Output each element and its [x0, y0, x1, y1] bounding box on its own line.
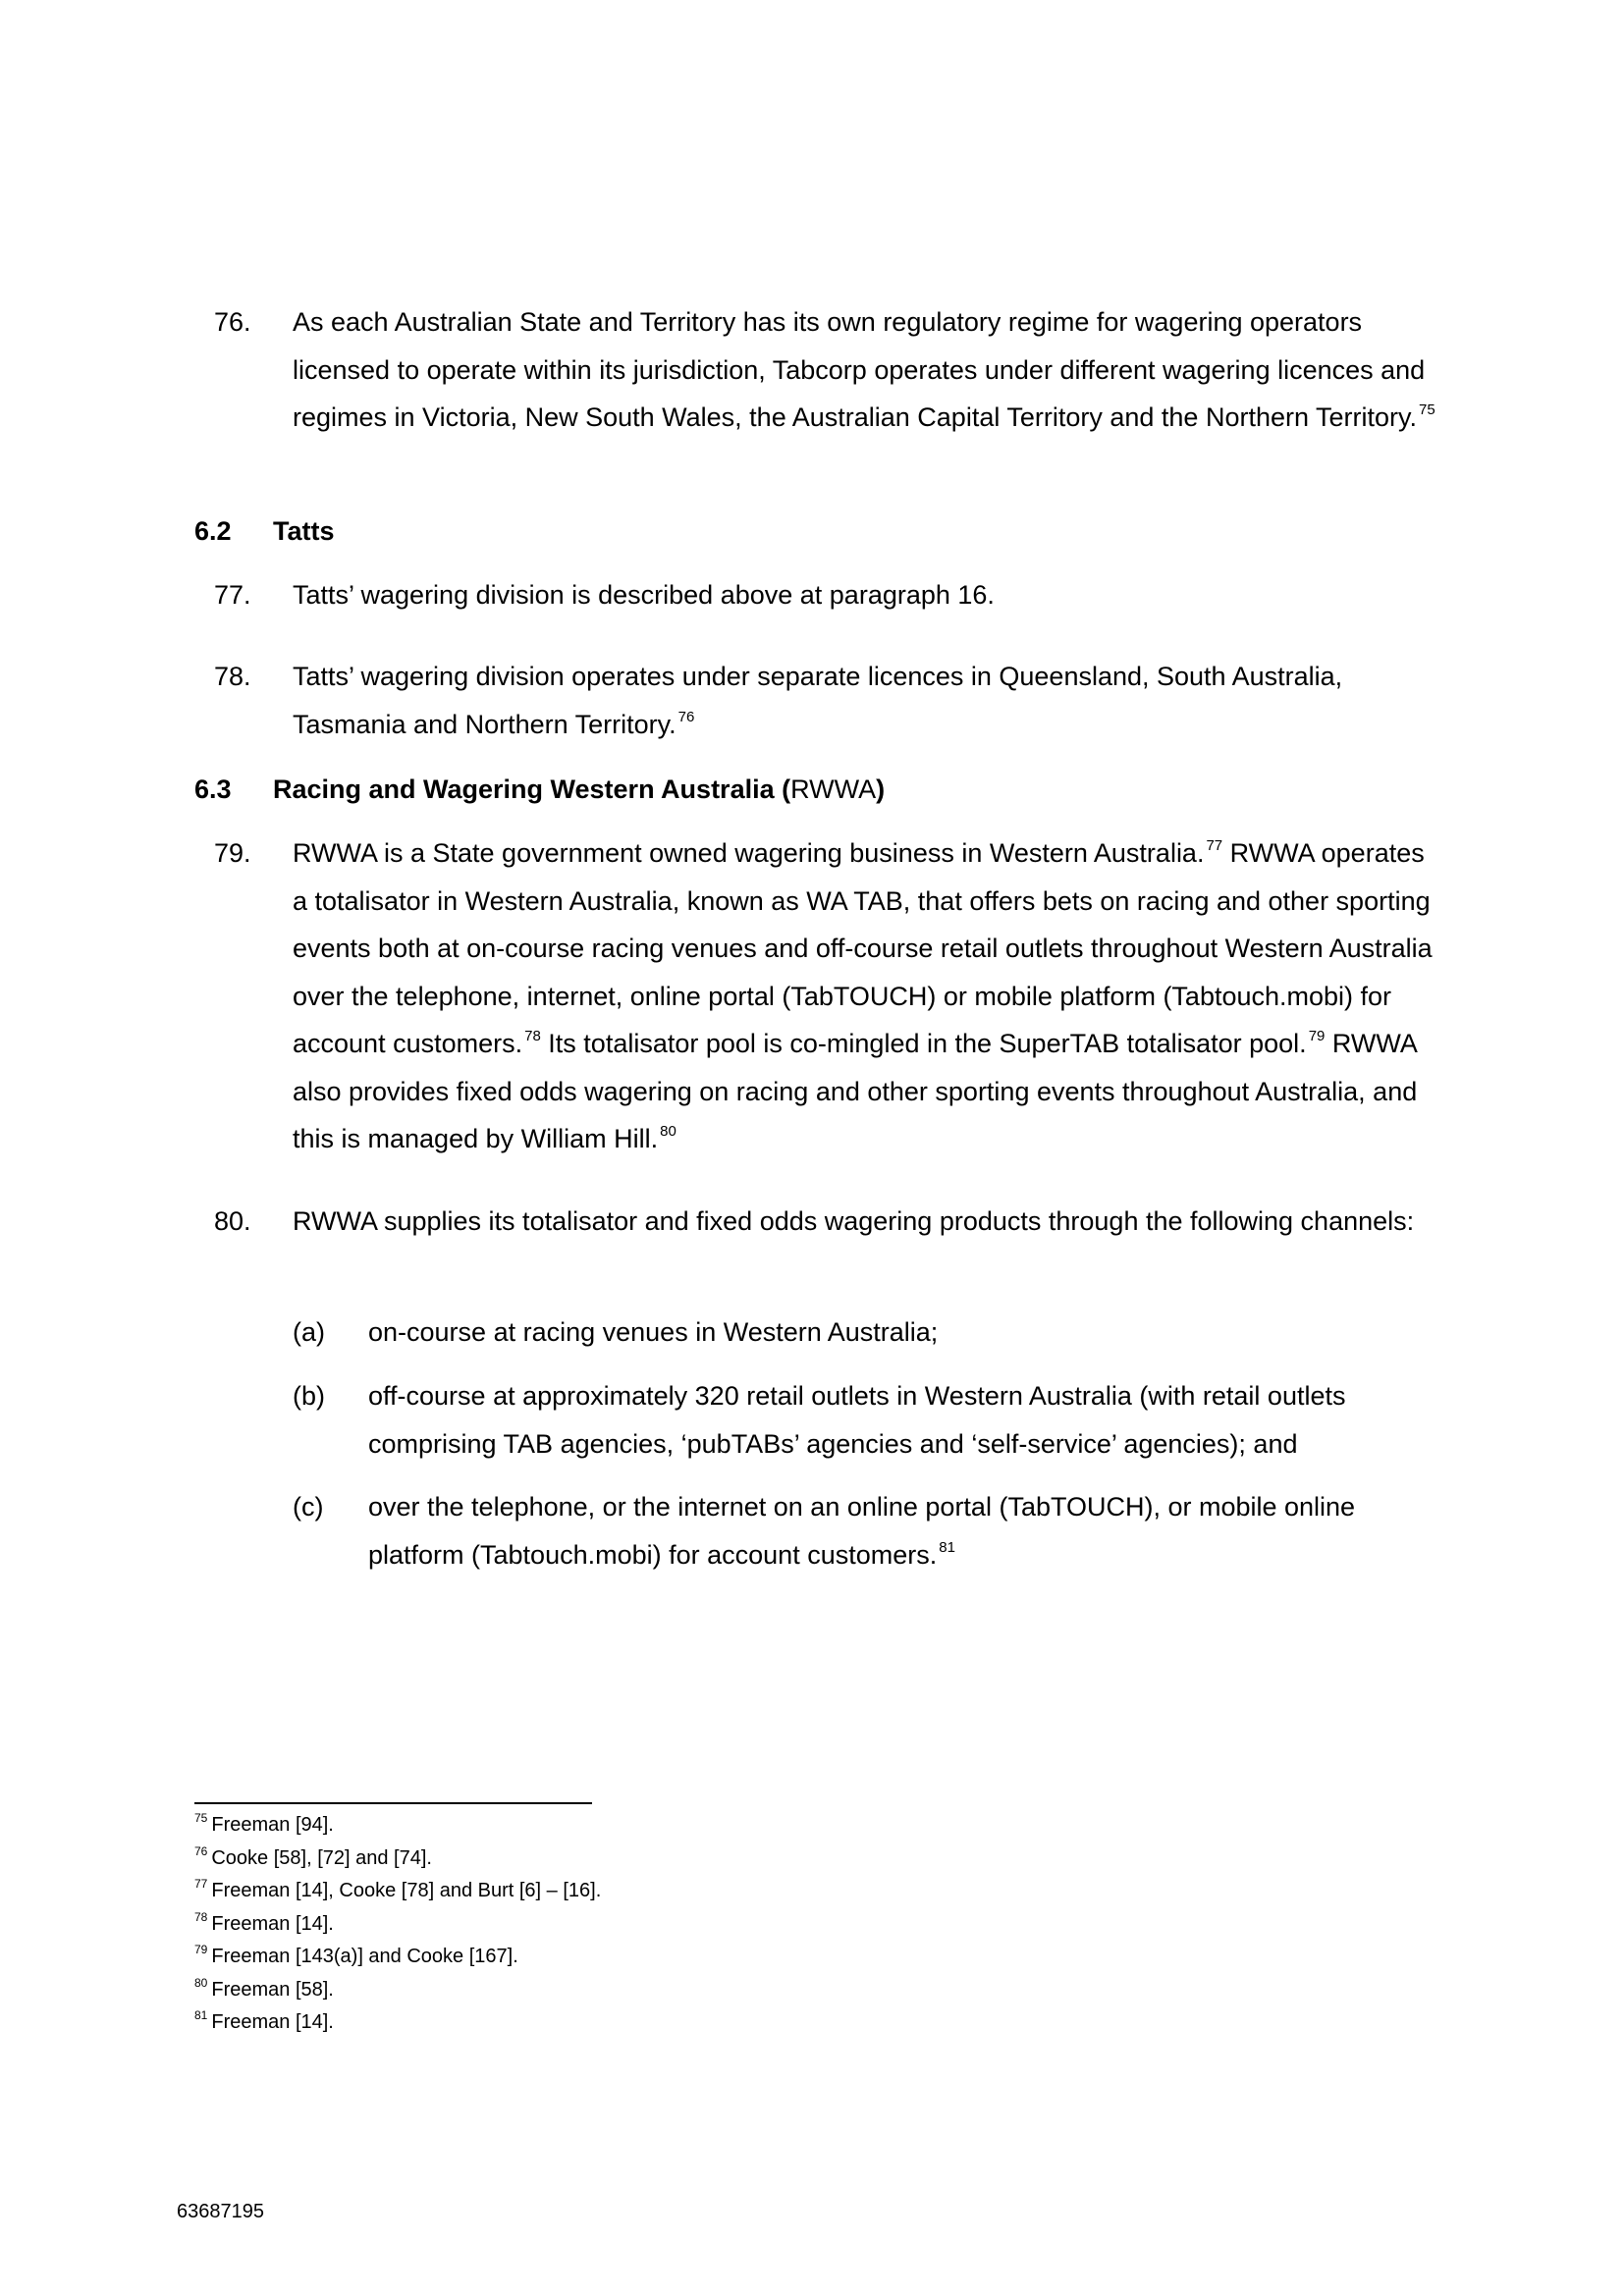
paragraph-number: 78. — [214, 662, 251, 691]
paragraph-number: 80. — [214, 1206, 251, 1236]
section-heading: Tatts — [273, 516, 335, 546]
paragraph-text: Tatts’ wagering division operates under separate licences in Queensland, South Australia, Tasmania and Northern Territory. — [293, 662, 1343, 739]
section-heading-close: ) — [876, 774, 886, 804]
paragraph-text: As each Australian State and Territory has its own regulatory regime for wagering operators licensed to operate within its jurisdiction, Tabcorp operates under different wagering licences and regimes in Victoria, New South Wales, the Australian Capital Territory and the Northern Territory. — [293, 307, 1426, 432]
footnote-ref[interactable]: 80 — [660, 1123, 677, 1140]
footnote — [194, 1941, 518, 1974]
section-heading-bold: Racing and Wagering Western Australia ( — [273, 774, 791, 804]
paragraph-78 — [293, 653, 1441, 748]
footnote-number: 78 — [194, 1910, 208, 1924]
paragraph-text: Tatts’ wagering division is described above at paragraph 16. — [293, 580, 995, 610]
paragraph-76 — [293, 298, 1441, 442]
footnote-separator — [194, 1802, 592, 1804]
footnote-text: Freeman [14]. — [211, 2011, 334, 2033]
section-heading-abbrev: RWWA — [790, 774, 877, 804]
paragraph-text: RWWA operates a totalisator in Western Australia, known as WA TAB, that offers bets on racing and other sporting events both at on-course racing venues and off-course retail outlets throughout Western Australia over the telephone, internet, online portal (TabTOUCH) or mobile platform (Tabtouch.mobi) for account customers. — [293, 838, 1433, 1058]
list-item-c — [368, 1483, 1443, 1578]
footnote-ref[interactable]: 76 — [677, 708, 695, 725]
footnote — [194, 2006, 334, 2040]
paragraph-80 — [293, 1198, 1441, 1246]
footnote — [194, 1809, 334, 1842]
list-item-text: off-course at approximately 320 retail outlets in Western Australia (with retail outlets comprising TAB agencies, ‘pubTABs’ agencies and ‘self-service’ agencies); and — [368, 1381, 1346, 1459]
footnote — [194, 1974, 334, 2007]
footnote-ref[interactable]: 77 — [1206, 837, 1223, 854]
paragraph-number: 79. — [214, 838, 251, 868]
footnote-number: 77 — [194, 1877, 208, 1891]
paragraph-text: Its totalisator pool is co-mingled in the SuperTAB totalisator pool. — [540, 1029, 1307, 1058]
footnote — [194, 1908, 334, 1942]
footnote-text: Freeman [94]. — [211, 1814, 334, 1836]
footnote-number: 79 — [194, 1943, 208, 1956]
section-heading — [273, 766, 885, 814]
list-item-text: over the telephone, or the internet on an online portal (TabTOUCH), or mobile online platform (Tabtouch.mobi) for account customers. — [368, 1492, 1356, 1570]
section-number: 6.3 — [194, 774, 232, 804]
paragraph-79 — [293, 829, 1441, 1163]
list-item-label: (c) — [293, 1492, 324, 1522]
footnote-ref[interactable]: 81 — [939, 1538, 955, 1556]
footnote-text: Freeman [14], Cooke [78] and Burt [6] – [16]. — [211, 1880, 602, 1901]
footnote-ref[interactable]: 79 — [1308, 1028, 1326, 1044]
list-item-text: on-course at racing venues in Western Australia; — [368, 1317, 939, 1347]
footnote-text: Freeman [143(a)] and Cooke [167]. — [211, 1946, 518, 1967]
footnote-ref[interactable]: 75 — [1419, 401, 1435, 418]
list-item-label: (a) — [293, 1317, 325, 1347]
footnote-ref[interactable]: 78 — [524, 1028, 541, 1044]
paragraph-number: 76. — [214, 307, 251, 337]
footnote-number: 80 — [194, 1976, 208, 1990]
footnote-number: 81 — [194, 2008, 208, 2022]
footnote-number: 76 — [194, 1844, 208, 1858]
paragraph-number: 77. — [214, 580, 251, 610]
paragraph-77 — [293, 571, 1441, 619]
footnote-text: Freeman [14]. — [211, 1913, 334, 1935]
footnote-text: Cooke [58], [72] and [74]. — [211, 1847, 432, 1869]
footnote-text: Freeman [58]. — [211, 1979, 334, 2001]
footnote — [194, 1842, 432, 1876]
footnote-number: 75 — [194, 1811, 208, 1825]
paragraph-text: RWWA supplies its totalisator and fixed odds wagering products through the following channels: — [293, 1206, 1415, 1236]
paragraph-text: RWWA also provides fixed odds wagering on racing and other sporting events throughout Australia, and this is managed by William Hill. — [293, 1029, 1418, 1153]
footnote — [194, 1875, 601, 1908]
section-number: 6.2 — [194, 516, 232, 546]
paragraph-text: RWWA is a State government owned wagering business in Western Australia. — [293, 838, 1205, 868]
list-item-label: (b) — [293, 1381, 325, 1411]
document-number: 63687195 — [177, 2201, 264, 2222]
